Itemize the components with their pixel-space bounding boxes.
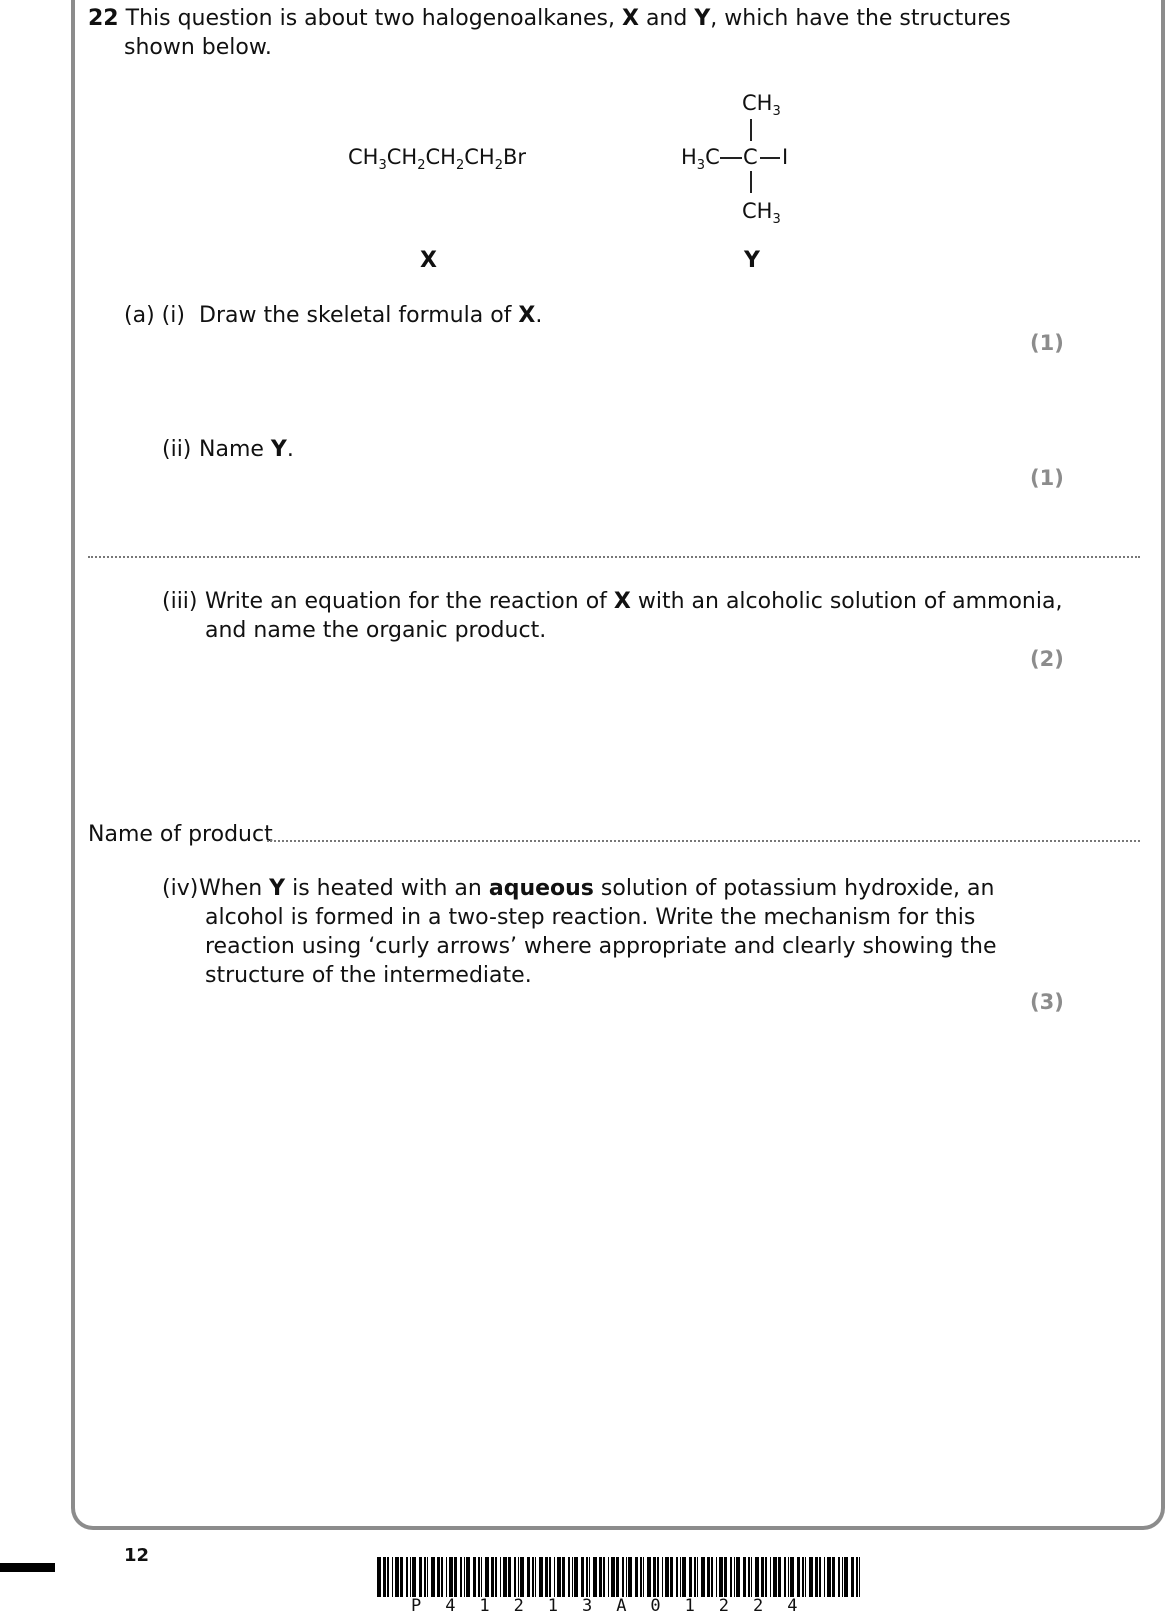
answer-frame xyxy=(71,0,1165,1530)
barcode-bar xyxy=(773,1557,777,1597)
barcode-bar xyxy=(419,1557,422,1597)
barcode-bar xyxy=(736,1557,740,1597)
barcode-bar xyxy=(611,1557,615,1597)
barcode-bar xyxy=(701,1557,705,1597)
part-a-iii-text: Write an equation for the reaction of X with an alcoholic solution of ammonia, xyxy=(205,589,1063,614)
barcode-bar xyxy=(503,1557,507,1597)
barcode-bar xyxy=(734,1557,735,1597)
barcode-bar xyxy=(838,1557,840,1597)
barcode-bar xyxy=(500,1557,501,1597)
barcode-bar xyxy=(851,1557,854,1597)
structure-y-left-group: $H_3C$ xyxy=(681,145,720,173)
barcode-bar xyxy=(748,1557,750,1597)
barcode-bar xyxy=(466,1557,470,1597)
barcode-bar xyxy=(689,1557,692,1597)
part-a-iv-line2: alcohol is formed in a two-step reaction. Write the mechanism for this xyxy=(205,905,976,930)
barcode-char: 2 xyxy=(513,1596,524,1616)
answer-line-a-ii[interactable] xyxy=(88,556,1140,558)
barcode-bar xyxy=(431,1557,435,1597)
barcode-bar xyxy=(730,1557,732,1597)
part-a-i-text: Draw the skeletal formula of X. xyxy=(199,303,543,328)
barcode-bar xyxy=(383,1557,386,1597)
barcode-bar xyxy=(441,1557,443,1597)
barcode-bar xyxy=(568,1557,570,1597)
part-a-i-marks: (1) xyxy=(1030,331,1064,355)
barcode-bar xyxy=(412,1557,416,1597)
barcode-bar xyxy=(635,1557,638,1597)
barcode-bar xyxy=(485,1557,489,1597)
barcode-bar xyxy=(707,1557,710,1597)
barcode-bar xyxy=(788,1557,789,1597)
barcode-bar xyxy=(743,1557,746,1597)
part-a-ii-marks: (1) xyxy=(1030,466,1064,490)
barcode-bar xyxy=(724,1557,727,1597)
question-intro-line2: shown below. xyxy=(124,35,272,60)
barcode-bar xyxy=(481,1557,482,1597)
barcode-bar xyxy=(464,1557,465,1597)
structure-y-iodine: I xyxy=(782,145,789,169)
barcode-bar xyxy=(392,1557,393,1597)
barcode-bar xyxy=(694,1557,696,1597)
part-a-iv-label: (iv) xyxy=(162,876,199,901)
page-edge-marker xyxy=(0,1563,55,1572)
barcode-bar xyxy=(460,1557,462,1597)
barcode-bar xyxy=(377,1557,381,1597)
part-a-ii-text: Name Y. xyxy=(199,437,294,462)
barcode-bar xyxy=(761,1557,764,1597)
barcode-bar xyxy=(454,1557,457,1597)
barcode-bar xyxy=(574,1557,578,1597)
barcode-bar xyxy=(790,1557,794,1597)
part-a-iv-line4: structure of the intermediate. xyxy=(205,963,532,988)
barcode-char: 4 xyxy=(445,1596,456,1616)
name-of-product-label: Name of product xyxy=(88,822,273,847)
barcode-bar xyxy=(446,1557,447,1597)
question-intro: 22 This question is about two halogenoalkanes, X and Y, which have the structures xyxy=(88,6,1011,31)
barcode-bar xyxy=(626,1557,627,1597)
barcode-bar xyxy=(827,1557,831,1597)
barcode-bar xyxy=(844,1557,848,1597)
structure-y-top-group: $CH_3$ xyxy=(742,91,781,119)
barcode-bar xyxy=(554,1557,555,1597)
barcode-bar xyxy=(535,1557,536,1597)
barcode-bar xyxy=(824,1557,825,1597)
part-a-iv-text: When Y is heated with an aqueous solution of potassium hydroxide, an xyxy=(199,876,995,901)
barcode-bar xyxy=(527,1557,530,1597)
structure-y-bottom-group: $CH_3$ xyxy=(742,199,781,227)
barcode-bar xyxy=(665,1557,669,1597)
barcode-bar xyxy=(406,1557,408,1597)
barcode-bar xyxy=(670,1557,673,1597)
barcode-bar xyxy=(842,1557,843,1597)
barcode-bar xyxy=(805,1557,806,1597)
barcode-bar xyxy=(819,1557,821,1597)
barcode-bar xyxy=(802,1557,804,1597)
barcode-bar xyxy=(387,1557,389,1597)
barcode-bar xyxy=(765,1557,767,1597)
page-number: 12 xyxy=(124,1545,150,1566)
barcode-bar xyxy=(676,1557,678,1597)
barcode-char: 0 xyxy=(650,1596,661,1616)
barcode-bar xyxy=(508,1557,511,1597)
barcode-bar xyxy=(682,1557,686,1597)
barcode-bar xyxy=(809,1557,813,1597)
structure-x-formula: $CH_3CH_2CH_2CH_2Br$ xyxy=(348,145,527,173)
barcode-char: 3 xyxy=(582,1596,593,1616)
barcode-bar xyxy=(719,1557,723,1597)
barcode-char: 2 xyxy=(753,1596,764,1616)
barcode-bar xyxy=(616,1557,619,1597)
barcode-bar xyxy=(400,1557,403,1597)
barcode-bar xyxy=(589,1557,590,1597)
part-a-iii-label: (iii) xyxy=(162,589,198,614)
barcode-char: P xyxy=(411,1596,422,1616)
barcode-bar xyxy=(657,1557,659,1597)
barcode-bar xyxy=(680,1557,681,1597)
barcode-bar xyxy=(549,1557,551,1597)
barcode-bar xyxy=(491,1557,494,1597)
barcode-bar xyxy=(473,1557,476,1597)
name-of-product-answer-line[interactable] xyxy=(267,840,1140,842)
barcode-char: A xyxy=(616,1596,627,1616)
barcode-bar xyxy=(784,1557,786,1597)
part-a-ii-label: (ii) xyxy=(162,437,192,462)
barcode-bar xyxy=(520,1557,524,1597)
barcode-bar xyxy=(539,1557,543,1597)
barcode-bar xyxy=(628,1557,632,1597)
barcode-bar xyxy=(603,1557,605,1597)
barcode-bar xyxy=(770,1557,771,1597)
question-number: 22 xyxy=(88,6,119,31)
barcode-bar xyxy=(581,1557,584,1597)
barcode-bar xyxy=(755,1557,759,1597)
barcode-bar xyxy=(711,1557,713,1597)
part-a-iv-marks: (3) xyxy=(1030,990,1064,1014)
part-a-iii-marks: (2) xyxy=(1030,647,1064,671)
part-a-iii-line2: and name the organic product. xyxy=(205,618,547,643)
barcode-bar xyxy=(586,1557,588,1597)
structure-y-label: Y xyxy=(744,248,760,273)
barcode-bar xyxy=(545,1557,548,1597)
barcode-bar xyxy=(622,1557,624,1597)
barcode-bar xyxy=(478,1557,480,1597)
barcode-char: 1 xyxy=(479,1596,490,1616)
barcode-bar xyxy=(562,1557,565,1597)
barcode-bar xyxy=(778,1557,781,1597)
barcode-bar xyxy=(495,1557,497,1597)
barcode-bar xyxy=(832,1557,835,1597)
barcode-bar xyxy=(514,1557,516,1597)
barcode-char: 4 xyxy=(787,1596,798,1616)
barcode-bar xyxy=(599,1557,602,1597)
barcode-bar xyxy=(572,1557,573,1597)
barcode-image xyxy=(377,1557,860,1597)
barcode-bar xyxy=(859,1557,860,1597)
structure-y-bond-top xyxy=(750,119,752,141)
barcode-bar xyxy=(697,1557,698,1597)
barcode-char: 1 xyxy=(684,1596,695,1616)
barcode-bar xyxy=(437,1557,440,1597)
barcode-bar xyxy=(751,1557,752,1597)
structure-y-center-carbon: C xyxy=(743,145,758,169)
barcode-bar xyxy=(643,1557,644,1597)
barcode-bar xyxy=(662,1557,663,1597)
barcode-bar xyxy=(797,1557,800,1597)
structure-y-bond-right xyxy=(760,157,780,159)
barcode-char: 1 xyxy=(547,1596,559,1616)
barcode-bar xyxy=(532,1557,534,1597)
barcode-bar xyxy=(449,1557,453,1597)
barcode-bar xyxy=(557,1557,561,1597)
part-a-iv-line3: reaction using ‘curly arrows’ where appropriate and clearly showing the xyxy=(205,934,997,959)
barcode-char: 2 xyxy=(718,1596,730,1616)
barcode-bar xyxy=(647,1557,651,1597)
barcode-bar xyxy=(815,1557,818,1597)
barcode-bar xyxy=(640,1557,642,1597)
barcode-bar xyxy=(410,1557,411,1597)
barcode-bar xyxy=(424,1557,426,1597)
barcode-bar xyxy=(395,1557,399,1597)
barcode-bar xyxy=(593,1557,597,1597)
barcode-bar xyxy=(716,1557,717,1597)
barcode-bar xyxy=(608,1557,609,1597)
structure-y-bond-left xyxy=(720,157,742,159)
structure-x-label: X xyxy=(420,248,437,273)
part-a-i-label: (a) (i) xyxy=(124,303,185,328)
barcode-bar xyxy=(427,1557,428,1597)
barcode-bar xyxy=(653,1557,656,1597)
barcode-bar xyxy=(518,1557,519,1597)
structure-y-bond-bottom xyxy=(750,171,752,193)
barcode-bar xyxy=(856,1557,858,1597)
